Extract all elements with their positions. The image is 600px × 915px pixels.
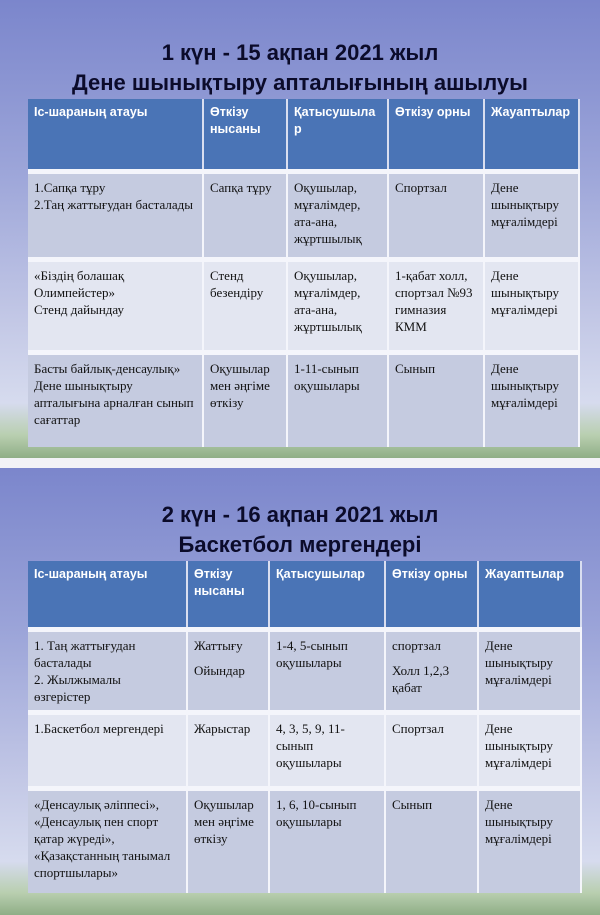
day1-schedule-table (28, 99, 580, 447)
cell-responsible: Дене шынықтыру мұғалімдері (478, 712, 581, 788)
cell-participants: 1-4, 5-сынып оқушылары (269, 629, 385, 712)
header-event-name: Іс-шараның атауы (28, 561, 187, 629)
cell-event-name (28, 259, 203, 352)
table-row (28, 788, 581, 893)
slide-separator (0, 458, 600, 468)
header-place: Өткізу орны (385, 561, 478, 629)
cell-form: Оқушылар мен әңгіме өткізу (187, 788, 269, 893)
header-participants: Қатысушыла р (287, 99, 388, 171)
event-name-line: «Біздің болашақ Олимпейстер» (34, 267, 125, 300)
cell-responsible: Дене шынықтыру мұғалімдері (478, 788, 581, 893)
cell-participants: 1-11-сынып оқушылары (287, 352, 388, 447)
header-responsible: Жауаптылар (484, 99, 579, 171)
day2-schedule-table (28, 561, 582, 893)
table-row (28, 171, 579, 259)
header-form: Өткізу нысаны (203, 99, 287, 171)
event-name-line: Дене шынықтыру апталығына арналған сынып сағаттар (34, 377, 194, 427)
cell-place: Спортзал (385, 712, 478, 788)
event-name-line: 1.Сапқа тұру (34, 179, 106, 195)
cell-form (187, 629, 269, 712)
cell-event-name (28, 171, 203, 259)
cell-event-name: «Денсаулық әліппесі», «Денсаулық пен спорт қатар жүреді», «Қазақстанның танымал спортшылары» (28, 788, 187, 893)
cell-place: 1-қабат холл, спортзал №93 гимназия КММ (388, 259, 484, 352)
slide-day-2 (0, 468, 600, 915)
day2-title-date: 2 күн - 16 ақпан 2021 жыл (161, 502, 439, 527)
event-name-line: Басты байлық-денсаулық» (34, 360, 181, 376)
table-row (28, 629, 581, 712)
cell-form: Стенд безендіру (203, 259, 287, 352)
place-line: Холл 1,2,3 қабат (392, 662, 450, 695)
cell-place: Сынып (385, 788, 478, 893)
header-event-name: Іс-шараның атауы (28, 99, 203, 171)
cell-responsible: Дене шынықтыру мұғалімдері (484, 259, 579, 352)
cell-form: Оқушылар мен әңгіме өткізу (203, 352, 287, 447)
cell-form: Сапқа тұру (203, 171, 287, 259)
table-header-row (28, 561, 581, 629)
header-participants: Қатысушылар (269, 561, 385, 629)
header-responsible: Жауаптылар (478, 561, 581, 629)
event-name-line: 2.Таң жаттығудан басталады (34, 196, 193, 212)
cell-event-name: 1.Баскетбол мергендері (28, 712, 187, 788)
cell-responsible: Дене шынықтыру мұғалімдері (484, 352, 579, 447)
cell-responsible: Дене шынықтыру мұғалімдері (478, 629, 581, 712)
day1-title (0, 38, 600, 98)
header-place: Өткізу орны (388, 99, 484, 171)
table-row (28, 259, 579, 352)
cell-event-name (28, 629, 187, 712)
cell-place: Сынып (388, 352, 484, 447)
cell-place: Спортзал (388, 171, 484, 259)
day1-title-date: 1 күн - 15 ақпан 2021 жыл (161, 40, 439, 65)
cell-place (385, 629, 478, 712)
cell-participants: 4, 3, 5, 9, 11-сынып оқушылары (269, 712, 385, 788)
event-name-line: 1. Таң жаттығудан басталады (34, 637, 136, 670)
table-row (28, 712, 581, 788)
form-line: Ойындар (194, 662, 245, 678)
place-line: спортзал (392, 637, 441, 653)
cell-responsible: Дене шынықтыру мұғалімдері (484, 171, 579, 259)
day1-title-event: Дене шынықтыру апталығының ашылуы (72, 70, 528, 95)
day2-title-event: Баскетбол мергендері (178, 532, 422, 557)
table-header-row (28, 99, 579, 171)
header-form: Өткізу нысаны (187, 561, 269, 629)
day2-title (0, 500, 600, 560)
cell-participants: Оқушылар, мұғалімдер, ата-ана, жұртшылық (287, 259, 388, 352)
cell-event-name (28, 352, 203, 447)
event-name-line: Стенд дайындау (34, 301, 125, 317)
table-row (28, 352, 579, 447)
event-name-line: 2. Жылжымалы өзгерістер (34, 671, 121, 704)
cell-participants: Оқушылар, мұғалімдер, ата-ана, жұртшылық (287, 171, 388, 259)
cell-form: Жарыстар (187, 712, 269, 788)
form-line: Жаттығу (194, 637, 243, 653)
cell-participants: 1, 6, 10-сынып оқушылары (269, 788, 385, 893)
